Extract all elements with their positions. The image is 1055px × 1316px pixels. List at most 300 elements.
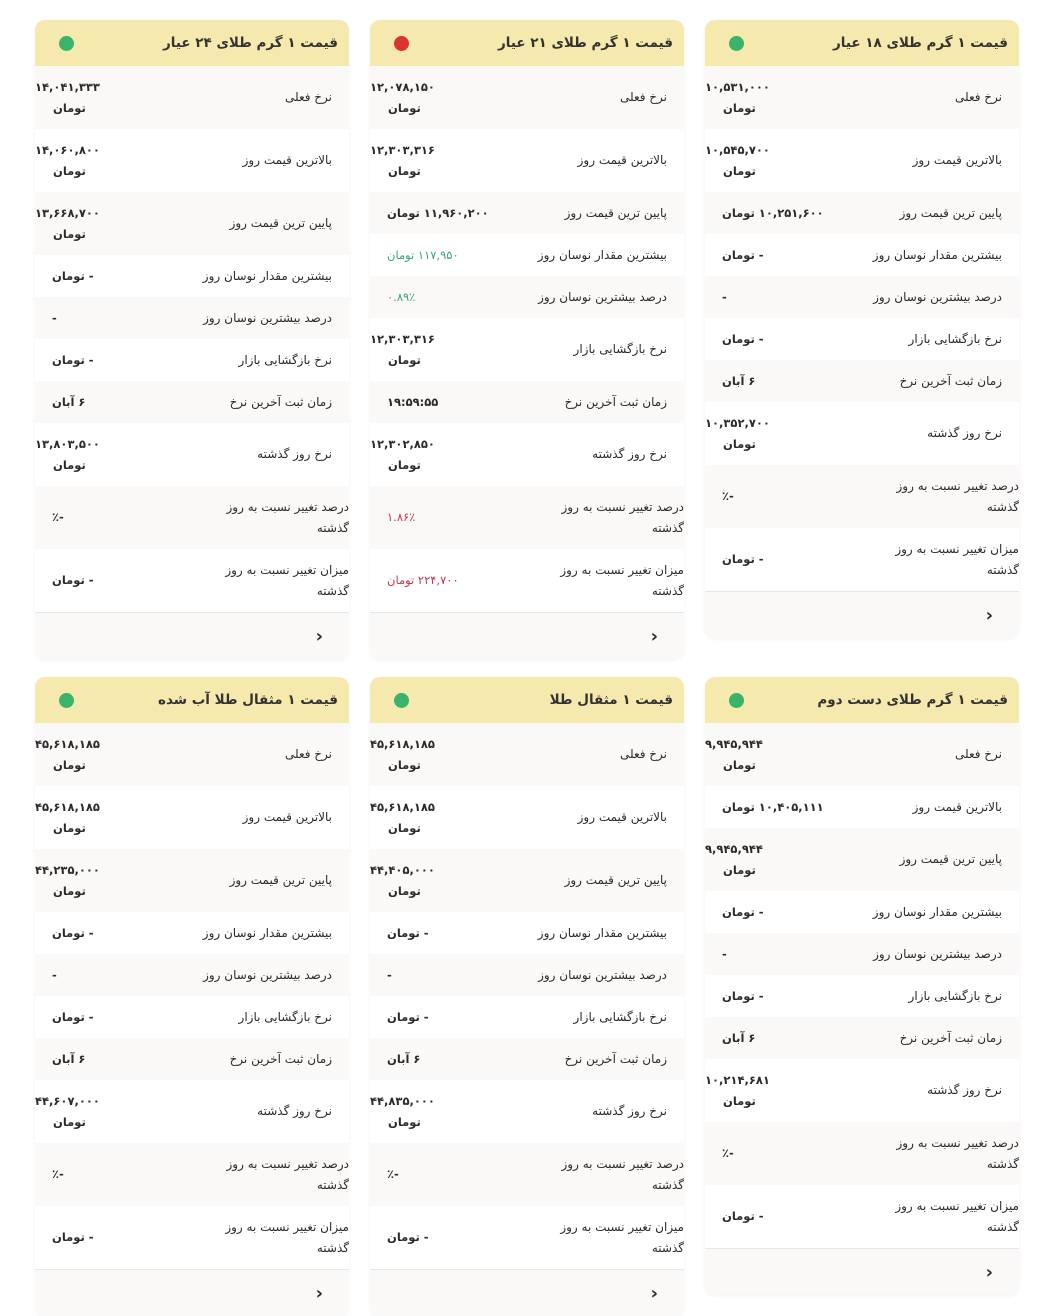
row-value <box>370 734 480 776</box>
row-value-line: ۹,۹۴۵,۹۴۴ <box>705 736 763 751</box>
row-value-line: - تومان <box>387 1230 429 1244</box>
row-value-line: تومان <box>53 163 86 178</box>
row-value <box>370 860 480 902</box>
row-label: زمان ثبت آخرین نرخ <box>899 373 1002 388</box>
row-value-line: - <box>52 967 57 982</box>
table-row <box>705 402 1019 465</box>
row-label: بالاترین قیمت روز <box>912 153 1002 167</box>
row-value-line: تومان <box>723 862 756 877</box>
row-label: درصد بیشترین نوسان روز <box>538 289 667 304</box>
status-dot-icon <box>729 693 744 708</box>
table-row <box>705 234 1019 276</box>
row-label: میزان تغییر نسبت به روز گذشته <box>560 1219 684 1255</box>
row-value-line: - تومان <box>52 268 94 283</box>
row-label: درصد بیشترین نوسان روز <box>203 310 332 325</box>
row-label: نرخ فعلی <box>619 90 667 104</box>
table-row <box>35 381 349 423</box>
row-value <box>35 77 145 119</box>
row-value-line: -٪ <box>52 1167 64 1181</box>
table-row <box>370 954 684 996</box>
row-value-line: - <box>722 289 727 304</box>
row-label: درصد بیشترین نوسان روز <box>538 967 667 982</box>
row-value <box>35 1007 162 1028</box>
table-row <box>705 1185 1019 1248</box>
row-value <box>35 392 162 413</box>
row-label: بالاترین قیمت روز <box>242 153 332 167</box>
table-row <box>35 423 349 486</box>
table-row <box>35 912 349 954</box>
row-value <box>705 77 815 119</box>
row-label: زمان ثبت آخرین نرخ <box>564 1051 667 1066</box>
status-dot-icon <box>394 693 409 708</box>
row-value-line: ۱۳,۸۰۳,۵۰۰ <box>35 436 100 451</box>
row-value <box>370 287 497 308</box>
row-label: نرخ روز گذشته <box>927 1083 1002 1097</box>
row-value <box>35 923 162 944</box>
row-label: میزان تغییر نسبت به روز گذشته <box>560 562 684 598</box>
row-value <box>370 1091 480 1133</box>
table-row <box>370 849 684 912</box>
row-label: درصد بیشترین نوسان روز <box>203 967 332 982</box>
row-label: نرخ بازگشایی بازار <box>908 988 1002 1003</box>
card-header <box>370 677 684 723</box>
row-value <box>35 308 162 329</box>
row-label: نرخ بازگشایی بازار <box>573 1009 667 1024</box>
row-value-line: ۶ آبان <box>387 1051 421 1066</box>
row-value-line: -٪ <box>387 1167 399 1181</box>
row-value-line: -٪ <box>722 1146 734 1160</box>
row-value-line: تومان <box>723 100 756 115</box>
card-header <box>35 20 349 66</box>
row-value-line: ۱۰,۴۰۵,۱۱۱ تومان <box>722 799 824 814</box>
row-label: میزان تغییر نسبت به روز گذشته <box>895 541 1019 577</box>
table-row <box>705 192 1019 234</box>
row-label: میزان تغییر نسبت به روز گذشته <box>225 1219 349 1255</box>
row-value-line: تومان <box>53 226 86 241</box>
table-row <box>35 297 349 339</box>
row-value <box>370 1227 497 1248</box>
table-row <box>705 828 1019 891</box>
chevron-left-icon[interactable]: ‹ <box>650 625 658 647</box>
row-label: زمان ثبت آخرین نرخ <box>229 1051 332 1066</box>
row-label: نرخ فعلی <box>284 90 332 104</box>
row-value <box>705 549 832 570</box>
row-label: پایین ترین قیمت روز <box>899 205 1002 220</box>
row-value-line: تومان <box>723 163 756 178</box>
row-value <box>35 203 145 245</box>
row-value <box>35 570 162 591</box>
row-label: درصد تغییر نسبت به روز گذشته <box>561 1156 684 1192</box>
row-value-line: تومان <box>53 100 86 115</box>
card-title: قیمت ۱ مثقال طلا آب شده <box>157 692 338 708</box>
card-footer-more-button[interactable] <box>370 612 684 659</box>
card-header <box>370 20 684 66</box>
row-label: بیشترین مقدار نوسان روز <box>872 247 1002 262</box>
row-value <box>705 371 832 392</box>
table-row <box>370 1038 684 1080</box>
row-value-line: - تومان <box>722 331 764 346</box>
row-value-line: تومان <box>388 757 421 772</box>
table-row <box>370 1206 684 1269</box>
row-label: نرخ بازگشایی بازار <box>573 342 667 356</box>
row-value <box>370 1007 497 1028</box>
row-value-line: تومان <box>53 1114 86 1129</box>
table-row <box>370 318 684 381</box>
row-label: نرخ فعلی <box>954 90 1002 104</box>
row-label: پایین ترین قیمت روز <box>899 852 1002 866</box>
table-row <box>370 486 684 549</box>
row-value-line: ۱۳,۶۶۸,۷۰۰ <box>35 205 100 220</box>
table-row <box>370 1143 684 1206</box>
row-label: بیشترین مقدار نوسان روز <box>872 904 1002 919</box>
row-value <box>705 1143 832 1164</box>
table-row <box>705 1059 1019 1122</box>
price-card <box>370 20 684 659</box>
row-label: بالاترین قیمت روز <box>912 799 1002 814</box>
table-row <box>705 1122 1019 1185</box>
row-label: پایین ترین قیمت روز <box>229 873 332 887</box>
row-value <box>370 570 497 591</box>
row-value-line: - تومان <box>722 988 764 1003</box>
row-label: میزان تغییر نسبت به روز گذشته <box>895 1198 1019 1234</box>
row-value-line: ۴۴,۴۰۵,۰۰۰ <box>370 862 435 877</box>
row-value <box>705 986 832 1007</box>
row-value-line: تومان <box>388 457 421 472</box>
row-value-line: تومان <box>723 757 756 772</box>
row-value <box>35 350 162 371</box>
row-value <box>370 434 480 476</box>
row-value <box>35 140 145 182</box>
row-value <box>370 1164 497 1185</box>
row-label: زمان ثبت آخرین نرخ <box>899 1030 1002 1045</box>
row-label: بیشترین مقدار نوسان روز <box>202 268 332 283</box>
row-label: نرخ بازگشایی بازار <box>908 331 1002 346</box>
row-value <box>35 434 145 476</box>
row-label: بالاترین قیمت روز <box>577 810 667 824</box>
row-value-line: تومان <box>388 352 421 367</box>
row-value <box>35 1091 145 1133</box>
card-header <box>705 677 1019 723</box>
table-row <box>35 486 349 549</box>
row-value-line: ۶ آبان <box>722 373 756 388</box>
row-value <box>35 507 162 528</box>
row-value-line: ۱.۸۶٪ <box>387 510 416 524</box>
row-value-line: تومان <box>388 163 421 178</box>
row-value-line: - تومان <box>722 552 764 566</box>
card-rows <box>35 66 349 612</box>
row-value-line: تومان <box>723 1093 756 1108</box>
table-row <box>370 276 684 318</box>
status-dot-icon <box>394 36 409 51</box>
table-row <box>35 723 349 786</box>
chevron-left-icon[interactable]: ‹ <box>315 625 323 647</box>
row-value-line: ۱۰,۵۳۱,۰۰۰ <box>705 79 770 94</box>
row-value-line: ۴۵,۶۱۸,۱۸۵ <box>370 799 435 814</box>
row-value-line: تومان <box>388 820 421 835</box>
row-value-line: تومان <box>388 1114 421 1129</box>
row-label: پایین ترین قیمت روز <box>564 873 667 887</box>
table-row <box>370 912 684 954</box>
price-card <box>705 677 1019 1295</box>
row-value <box>705 413 815 455</box>
row-label: نرخ بازگشایی بازار <box>238 1009 332 1024</box>
row-value-line: ۶ آبان <box>52 394 86 409</box>
row-value-line: ۱۹:۵۹:۵۵ <box>387 394 439 409</box>
row-label: نرخ روز گذشته <box>592 1104 667 1118</box>
row-value <box>705 245 832 266</box>
card-rows <box>370 66 684 612</box>
card-footer-more-button[interactable] <box>705 591 1019 638</box>
row-label: بالاترین قیمت روز <box>242 810 332 824</box>
row-value <box>705 944 832 965</box>
row-value-line: تومان <box>53 457 86 472</box>
row-label: نرخ فعلی <box>619 747 667 761</box>
row-value <box>370 965 497 986</box>
table-row <box>705 465 1019 528</box>
table-row <box>35 192 349 255</box>
table-row <box>35 1206 349 1269</box>
card-header <box>705 20 1019 66</box>
row-value <box>705 797 832 818</box>
row-value <box>370 203 497 224</box>
row-value-line: - تومان <box>722 1209 764 1223</box>
table-row <box>705 933 1019 975</box>
row-value <box>35 266 162 287</box>
row-value-line: ۱۰,۲۵۱,۶۰۰ تومان <box>722 205 824 220</box>
table-row <box>370 129 684 192</box>
row-label: نرخ فعلی <box>284 747 332 761</box>
row-label: پایین ترین قیمت روز <box>229 216 332 230</box>
table-row <box>705 528 1019 591</box>
row-value <box>370 392 497 413</box>
table-row <box>35 1080 349 1143</box>
table-row <box>35 786 349 849</box>
table-row <box>370 996 684 1038</box>
row-value-line: ۱۴,۰۶۰,۸۰۰ <box>35 142 100 157</box>
row-label: زمان ثبت آخرین نرخ <box>229 394 332 409</box>
row-value-line: تومان <box>388 100 421 115</box>
row-label: بیشترین مقدار نوسان روز <box>537 925 667 940</box>
card-title: قیمت ۱ گرم طلای ۱۸ عیار <box>832 35 1008 51</box>
row-label: درصد بیشترین نوسان روز <box>873 289 1002 304</box>
row-value-line: ۴۴,۸۳۵,۰۰۰ <box>370 1093 435 1108</box>
row-value <box>370 329 480 371</box>
table-row <box>370 381 684 423</box>
row-value <box>370 245 497 266</box>
card-title: قیمت ۱ گرم طلای دست دوم <box>817 692 1008 708</box>
card-title: قیمت ۱ گرم طلای ۲۱ عیار <box>497 35 673 51</box>
row-value <box>705 1070 815 1112</box>
row-value <box>370 923 497 944</box>
table-row <box>370 66 684 129</box>
table-row <box>370 786 684 849</box>
table-row <box>370 192 684 234</box>
row-label: نرخ روز گذشته <box>592 447 667 461</box>
table-row <box>705 66 1019 129</box>
row-value-line: - تومان <box>52 925 94 940</box>
row-value-line: ۴۵,۶۱۸,۱۸۵ <box>370 736 435 751</box>
row-value <box>705 287 832 308</box>
row-label: درصد بیشترین نوسان روز <box>873 946 1002 961</box>
row-value-line: ۴۵,۶۱۸,۱۸۵ <box>35 799 100 814</box>
row-value <box>705 486 832 507</box>
table-row <box>35 549 349 612</box>
row-value <box>705 1028 832 1049</box>
table-row <box>35 129 349 192</box>
row-value <box>705 734 815 776</box>
row-label: درصد تغییر نسبت به روز گذشته <box>226 499 349 535</box>
card-rows <box>705 66 1019 591</box>
price-card <box>705 20 1019 638</box>
card-rows <box>370 723 684 1269</box>
table-row <box>705 975 1019 1017</box>
row-value <box>370 140 480 182</box>
table-row <box>35 849 349 912</box>
row-value-line: ۱۲,۰۷۸,۱۵۰ <box>370 79 435 94</box>
row-value-line: تومان <box>388 883 421 898</box>
row-label: بالاترین قیمت روز <box>577 153 667 167</box>
table-row <box>35 66 349 129</box>
row-label: زمان ثبت آخرین نرخ <box>564 394 667 409</box>
table-row <box>370 423 684 486</box>
row-value-line: ۱۲,۳۰۳,۳۱۶ <box>370 331 435 346</box>
row-value <box>35 1164 162 1185</box>
table-row <box>370 1080 684 1143</box>
row-value-line: ۱۲,۳۰۳,۳۱۶ <box>370 142 435 157</box>
row-value-line: ۶ آبان <box>52 1051 86 1066</box>
row-value-line: ۱۰,۳۵۲,۷۰۰ <box>705 415 770 430</box>
table-row <box>370 549 684 612</box>
table-row <box>705 129 1019 192</box>
card-rows <box>35 723 349 1269</box>
row-value-line: - تومان <box>387 1009 429 1024</box>
table-row <box>705 276 1019 318</box>
table-row <box>370 723 684 786</box>
table-row <box>35 954 349 996</box>
price-card <box>370 677 684 1316</box>
row-value-line: - <box>52 310 57 325</box>
row-value <box>705 329 832 350</box>
row-value <box>35 965 162 986</box>
row-value <box>35 734 145 776</box>
row-label: نرخ فعلی <box>954 747 1002 761</box>
row-value-line: -٪ <box>52 510 64 524</box>
table-row <box>35 1143 349 1206</box>
row-value-line: ۹,۹۴۵,۹۴۴ <box>705 841 763 856</box>
row-value-line: - <box>722 946 727 961</box>
card-rows <box>705 723 1019 1248</box>
row-value <box>705 1206 832 1227</box>
row-value <box>705 203 832 224</box>
row-value-line: - تومان <box>722 247 764 262</box>
row-label: نرخ روز گذشته <box>257 1104 332 1118</box>
row-value-line: ۴۴,۶۰۷,۰۰۰ <box>35 1093 100 1108</box>
row-label: نرخ روز گذشته <box>927 426 1002 440</box>
row-value <box>370 77 480 119</box>
row-value-line: ۱۰,۵۴۵,۷۰۰ <box>705 142 770 157</box>
row-value-line: - <box>387 967 392 982</box>
card-title: قیمت ۱ گرم طلای ۲۴ عیار <box>162 35 338 51</box>
chevron-left-icon[interactable]: ‹ <box>315 1282 323 1304</box>
table-row <box>35 339 349 381</box>
row-value-line: تومان <box>53 820 86 835</box>
row-value-line: ۰.۸۹٪ <box>387 289 416 304</box>
row-value-line: ۱۱۷,۹۵۰ تومان <box>387 247 459 262</box>
row-value-line: - تومان <box>52 573 94 587</box>
table-row <box>35 996 349 1038</box>
table-row <box>705 891 1019 933</box>
table-row <box>35 1038 349 1080</box>
row-label: نرخ بازگشایی بازار <box>238 352 332 367</box>
row-value-line: ۱۱,۹۶۰,۲۰۰ تومان <box>387 205 489 220</box>
card-footer-more-button[interactable] <box>35 612 349 659</box>
card-title: قیمت ۱ مثقال طلا <box>549 692 673 708</box>
row-value <box>370 1049 497 1070</box>
table-row <box>705 318 1019 360</box>
row-value-line: ۴۵,۶۱۸,۱۸۵ <box>35 736 100 751</box>
table-row <box>705 360 1019 402</box>
row-value-line: - تومان <box>52 352 94 367</box>
row-value-line: ۴۴,۲۳۵,۰۰۰ <box>35 862 100 877</box>
chevron-left-icon[interactable]: ‹ <box>985 1261 993 1283</box>
card-footer-more-button[interactable] <box>705 1248 1019 1295</box>
row-label: بیشترین مقدار نوسان روز <box>537 247 667 262</box>
row-value-line: - تومان <box>722 904 764 919</box>
row-value-line: ۱۲,۳۰۲,۸۵۰ <box>370 436 435 451</box>
card-footer-more-button[interactable] <box>35 1269 349 1316</box>
row-value-line: تومان <box>53 883 86 898</box>
table-row <box>705 786 1019 828</box>
chevron-left-icon[interactable]: ‹ <box>985 604 993 626</box>
row-label: بیشترین مقدار نوسان روز <box>202 925 332 940</box>
row-value <box>705 902 832 923</box>
row-label: نرخ روز گذشته <box>257 447 332 461</box>
row-value <box>35 1049 162 1070</box>
chevron-left-icon[interactable]: ‹ <box>650 1282 658 1304</box>
row-value-line: - تومان <box>52 1009 94 1024</box>
price-card <box>35 677 349 1316</box>
row-value <box>370 507 497 528</box>
table-row <box>370 234 684 276</box>
status-dot-icon <box>59 36 74 51</box>
row-value <box>35 797 145 839</box>
row-value-line: - تومان <box>387 925 429 940</box>
card-header <box>35 677 349 723</box>
status-dot-icon <box>59 693 74 708</box>
row-value <box>35 860 145 902</box>
row-value <box>705 839 815 881</box>
row-value-line: تومان <box>53 757 86 772</box>
row-value-line: - تومان <box>52 1230 94 1244</box>
row-value <box>370 797 480 839</box>
table-row <box>35 255 349 297</box>
table-row <box>705 723 1019 786</box>
row-value-line: ۱۴,۰۴۱,۳۳۳ <box>35 79 100 94</box>
row-label: درصد تغییر نسبت به روز گذشته <box>896 1135 1019 1171</box>
price-card <box>35 20 349 659</box>
row-value <box>35 1227 162 1248</box>
card-footer-more-button[interactable] <box>370 1269 684 1316</box>
row-value-line: ۲۲۴,۷۰۰ تومان <box>387 573 459 587</box>
row-value-line: -٪ <box>722 489 734 503</box>
row-value <box>705 140 815 182</box>
row-value-line: ۶ آبان <box>722 1030 756 1045</box>
status-dot-icon <box>729 36 744 51</box>
row-label: درصد تغییر نسبت به روز گذشته <box>226 1156 349 1192</box>
row-value-line: تومان <box>723 436 756 451</box>
row-label: میزان تغییر نسبت به روز گذشته <box>225 562 349 598</box>
table-row <box>705 1017 1019 1059</box>
